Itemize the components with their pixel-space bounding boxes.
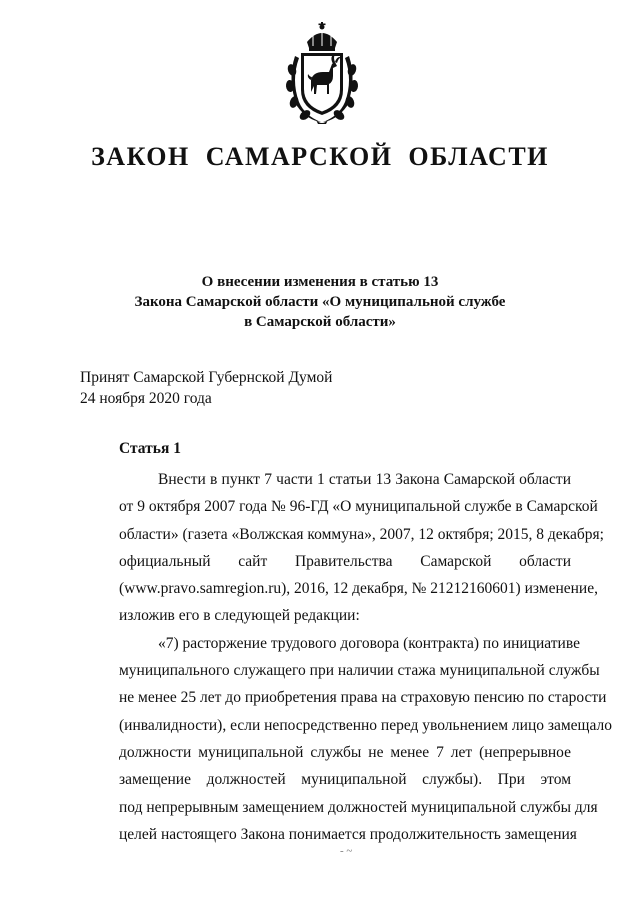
text-line: муниципального служащего при наличии стажа муниципальной службы — [119, 662, 600, 680]
adopted-by: Принят Самарской Губернской Думой — [80, 369, 333, 386]
samara-coat-of-arms-icon — [283, 20, 361, 128]
text-line: официальный сайт Правительства Самарской области — [119, 552, 571, 570]
text-line: «7) расторжение трудового договора (контракта) по инициативе — [158, 634, 580, 652]
text-line: области» (газета «Волжская коммуна», 2007, 12 октября; 2015, 8 декабря; — [119, 525, 604, 543]
article-title: Статья 1 — [119, 440, 181, 457]
text-line: Внести в пункт 7 части 1 статьи 13 Закона Самарской области — [158, 471, 571, 488]
subject-line: О внесении изменения в статью 13 — [201, 274, 439, 290]
law-subject — [0, 272, 640, 332]
paragraph-1 — [80, 466, 604, 630]
article-body — [80, 466, 612, 848]
text-line: изложив его в следующей редакции: — [119, 607, 360, 625]
text-line: не менее 25 лет до приобретения права на страховую пенсию по старости — [119, 689, 607, 707]
text-line: (www.pravo.samregion.ru), 2016, 12 декабря, № 21212160601) изменение, — [119, 580, 598, 598]
adoption-info — [80, 367, 332, 409]
text-line: замещение должностей муниципальной службы). При этом — [119, 771, 571, 789]
subject-line: в Самарской области» — [244, 314, 396, 330]
text-line: должности муниципальной службы не менее 7 лет (непрерывное — [119, 743, 571, 761]
subject-line: Закона Самарской области «О муниципальной службе — [134, 294, 506, 310]
text-line: целей настоящего Закона понимается продолжительность замещения — [119, 825, 577, 843]
text-line: (инвалидности), если непосредственно перед увольнением лицо замещало — [119, 716, 612, 734]
scan-marks: - ~ — [340, 845, 353, 857]
adopted-date: 24 ноября 2020 года — [80, 390, 212, 407]
law-title: ЗАКОН САМАРСКОЙ ОБЛАСТИ — [91, 142, 549, 171]
text-line: под непрерывным замещением должностей муниципальной службы для — [119, 798, 598, 816]
crown-icon — [307, 22, 337, 51]
text-line: от 9 октября 2007 года № 96-ГД «О муниципальной службе в Самарской — [119, 498, 598, 516]
paragraph-2 — [80, 630, 612, 848]
